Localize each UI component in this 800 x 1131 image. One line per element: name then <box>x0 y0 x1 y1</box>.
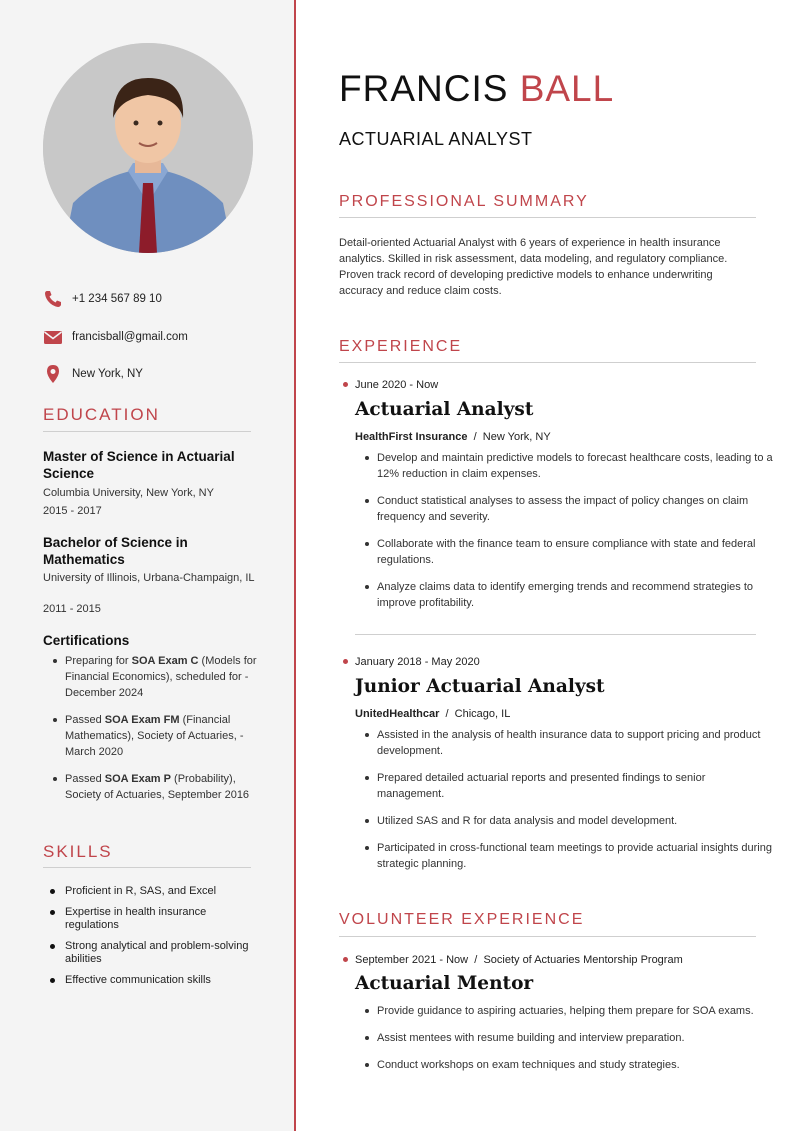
skill-item: Proficient in R, SAS, and Excel <box>43 885 263 898</box>
job-separator <box>355 634 756 635</box>
list-item: Provide guidance to aspiring actuaries, helping them prepare for SOA exams. <box>355 1003 775 1019</box>
job-dates: January 2018 - May 2020 <box>343 656 480 668</box>
skill-item: Expertise in health insurance regulations <box>43 906 263 932</box>
volunteer-dates: September 2021 - Now / Society of Actuaries Mentorship Program <box>343 954 683 966</box>
mail-icon <box>43 327 63 347</box>
job-role: Actuarial Analyst <box>355 399 534 420</box>
phone-icon <box>43 289 63 309</box>
list-item: Assist mentees with resume building and interview preparation. <box>355 1030 775 1046</box>
skill-item: Strong analytical and problem-solving abilities <box>43 940 263 966</box>
job-company: HealthFirst Insurance / New York, NY <box>355 431 551 443</box>
list-item: Collaborate with the finance team to ensure compliance with state and federal regulations. <box>355 536 775 568</box>
cert-item: Passed SOA Exam P (Probability), Society of Actuaries, September 2016 <box>43 771 268 803</box>
person-name: FRANCIS BALL <box>339 68 615 109</box>
job-company: UnitedHealthcar / Chicago, IL <box>355 708 511 720</box>
cert-item: Preparing for SOA Exam C (Models for Financial Economics), scheduled for - December 2024 <box>43 653 268 701</box>
degree-school: Columbia University, New York, NY <box>43 487 214 499</box>
profile-photo <box>43 43 253 253</box>
list-item: Assisted in the analysis of health insurance data to support pricing and product development. <box>355 727 775 759</box>
job-dates: June 2020 - Now <box>343 379 438 391</box>
email-text: francisball@gmail.com <box>72 331 188 343</box>
list-item: Participated in cross-functional team meetings to provide actuarial insights during strategic planning. <box>355 840 775 872</box>
bullet-dot <box>343 957 348 962</box>
degree-title: Master of Science in Actuarial Science <box>43 449 235 481</box>
job-role: Junior Actuarial Analyst <box>355 676 605 697</box>
phone-text: +1 234 567 89 10 <box>72 293 162 305</box>
certifications-heading: Certifications <box>43 633 130 648</box>
degree-school: University of Illinois, Urbana-Champaign, IL <box>43 572 255 584</box>
experience-rule <box>339 362 756 363</box>
person-title: ACTUARIAL ANALYST <box>339 129 533 149</box>
summary-heading: PROFESSIONAL SUMMARY <box>339 193 589 210</box>
summary-rule <box>339 217 756 218</box>
volunteer-rule <box>339 936 756 937</box>
skill-item: Effective communication skills <box>43 974 263 987</box>
summary-text: Detail-oriented Actuarial Analyst with 6 years of experience in health insurance analytics. Skilled in risk assessment, data modeling, and regulatory compliance. Proven track record of developing predictive models to enhance underwriting accuracy and reduce claim costs. <box>339 237 728 297</box>
job-bullets <box>355 450 775 622</box>
location-pin-icon <box>43 364 63 384</box>
certifications-list <box>43 653 268 814</box>
volunteer-heading: VOLUNTEER EXPERIENCE <box>339 911 585 928</box>
list-item: Conduct statistical analyses to assess the impact of policy changes on claim frequency and severity. <box>355 493 775 525</box>
list-item: Utilized SAS and R for data analysis and model development. <box>355 813 775 829</box>
list-item: Analyze claims data to identify emerging trends and recommend strategies to improve profitability. <box>355 579 775 611</box>
bullet-dot <box>343 659 348 664</box>
degree-title: Bachelor of Science in Mathematics <box>43 535 188 567</box>
experience-heading: EXPERIENCE <box>339 338 463 355</box>
sidebar-divider <box>294 0 296 1131</box>
bullet-dot <box>343 382 348 387</box>
list-item: Develop and maintain predictive models to forecast healthcare costs, leading to a 12% reduction in claim expenses. <box>355 450 775 482</box>
cert-item: Passed SOA Exam FM (Financial Mathematics), Society of Actuaries, - March 2020 <box>43 712 268 760</box>
location-text: New York, NY <box>72 368 143 380</box>
degree-years: 2011 - 2015 <box>43 603 101 615</box>
skills-list <box>43 885 263 995</box>
volunteer-bullets <box>355 1003 775 1084</box>
job-bullets <box>355 727 775 883</box>
education-heading: EDUCATION <box>43 405 160 424</box>
education-rule <box>43 431 251 432</box>
list-item: Prepared detailed actuarial reports and presented findings to senior management. <box>355 770 775 802</box>
volunteer-role: Actuarial Mentor <box>355 973 534 994</box>
degree-years: 2015 - 2017 <box>43 505 102 517</box>
list-item: Conduct workshops on exam techniques and study strategies. <box>355 1057 775 1073</box>
skills-rule <box>43 867 251 868</box>
skills-heading: SKILLS <box>43 842 113 861</box>
